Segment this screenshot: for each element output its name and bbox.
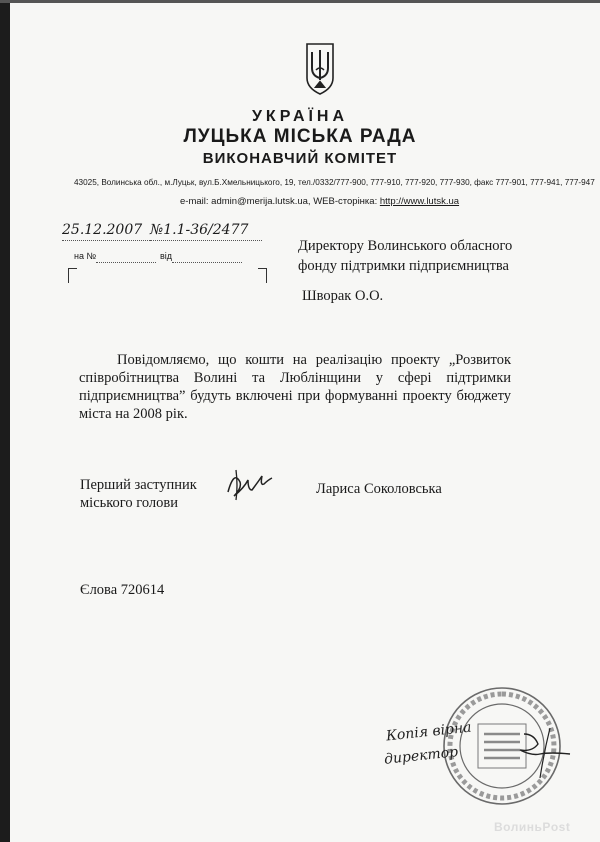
copy-note-line-1: Копія вірна <box>385 719 473 745</box>
coat-of-arms-icon <box>303 40 337 96</box>
country-heading: УКРАЇНА <box>251 108 349 125</box>
reply-to-label: на № <box>74 251 97 261</box>
signatory-name: Лариса Соколовська <box>316 481 442 497</box>
address-line: 43025, Волинська обл., м.Луцьк, вул.Б.Хмельницького, 19, тел./0332/777-900, 777-910, 777-920, 777-930, факс 777-901, 777-941, 777-947 <box>74 178 595 187</box>
committee-heading: ВИКОНАВЧИЙ КОМІТЕТ <box>202 150 398 167</box>
contact-line: e-mail: admin@merija.lutsk.ua, WEB-сторінка: http://www.lutsk.ua <box>180 196 460 207</box>
handwritten-signature <box>220 462 276 506</box>
signatory-title-line-2: міського голови <box>80 495 179 511</box>
outgoing-number: №1.1-36/2477 <box>150 222 249 238</box>
reply-date-dotted-line <box>172 262 242 263</box>
source-watermark: ВолиньPost <box>494 820 571 834</box>
recipient-line-1: Директору Волинського обласного <box>298 238 513 254</box>
signatory-title-line-1: Перший заступник <box>80 477 197 493</box>
recipient-name: Шворак О.О. <box>302 288 384 304</box>
executor-note: Єлова 720614 <box>80 582 165 598</box>
reply-from-label: від <box>160 251 173 261</box>
address-bracket-left <box>68 268 77 283</box>
signatory-title <box>80 476 197 512</box>
copy-note-line-2: директор <box>383 744 459 768</box>
web-label: WEB-сторінка: <box>313 196 378 207</box>
letter-body <box>79 351 511 423</box>
scan-top-shadow <box>0 0 600 3</box>
number-dotted-line <box>150 240 262 241</box>
email-label: e-mail: <box>180 196 209 207</box>
outgoing-date: 25.12.2007 <box>62 222 143 238</box>
address-bracket-right <box>258 268 267 283</box>
recipient-block <box>298 236 512 276</box>
body-paragraph: Повідомляємо, що кошти на реалізацію проекту „Розвиток співробітництва Волині та Люблінщини у сфері підтримки підприємництва” будуть включені при формуванні проекту бюджету міста на 2008 рік. <box>79 352 511 422</box>
web-link[interactable]: http://www.lutsk.ua <box>379 196 460 207</box>
recipient-line-2: фонду підтримки підприємництва <box>298 258 509 274</box>
date-dotted-line <box>62 240 150 241</box>
council-heading: ЛУЦЬКА МІСЬКА РАДА <box>183 126 417 147</box>
reply-number-dotted-line <box>96 262 156 263</box>
email-link[interactable]: admin@merija.lutsk.ua <box>211 196 308 207</box>
